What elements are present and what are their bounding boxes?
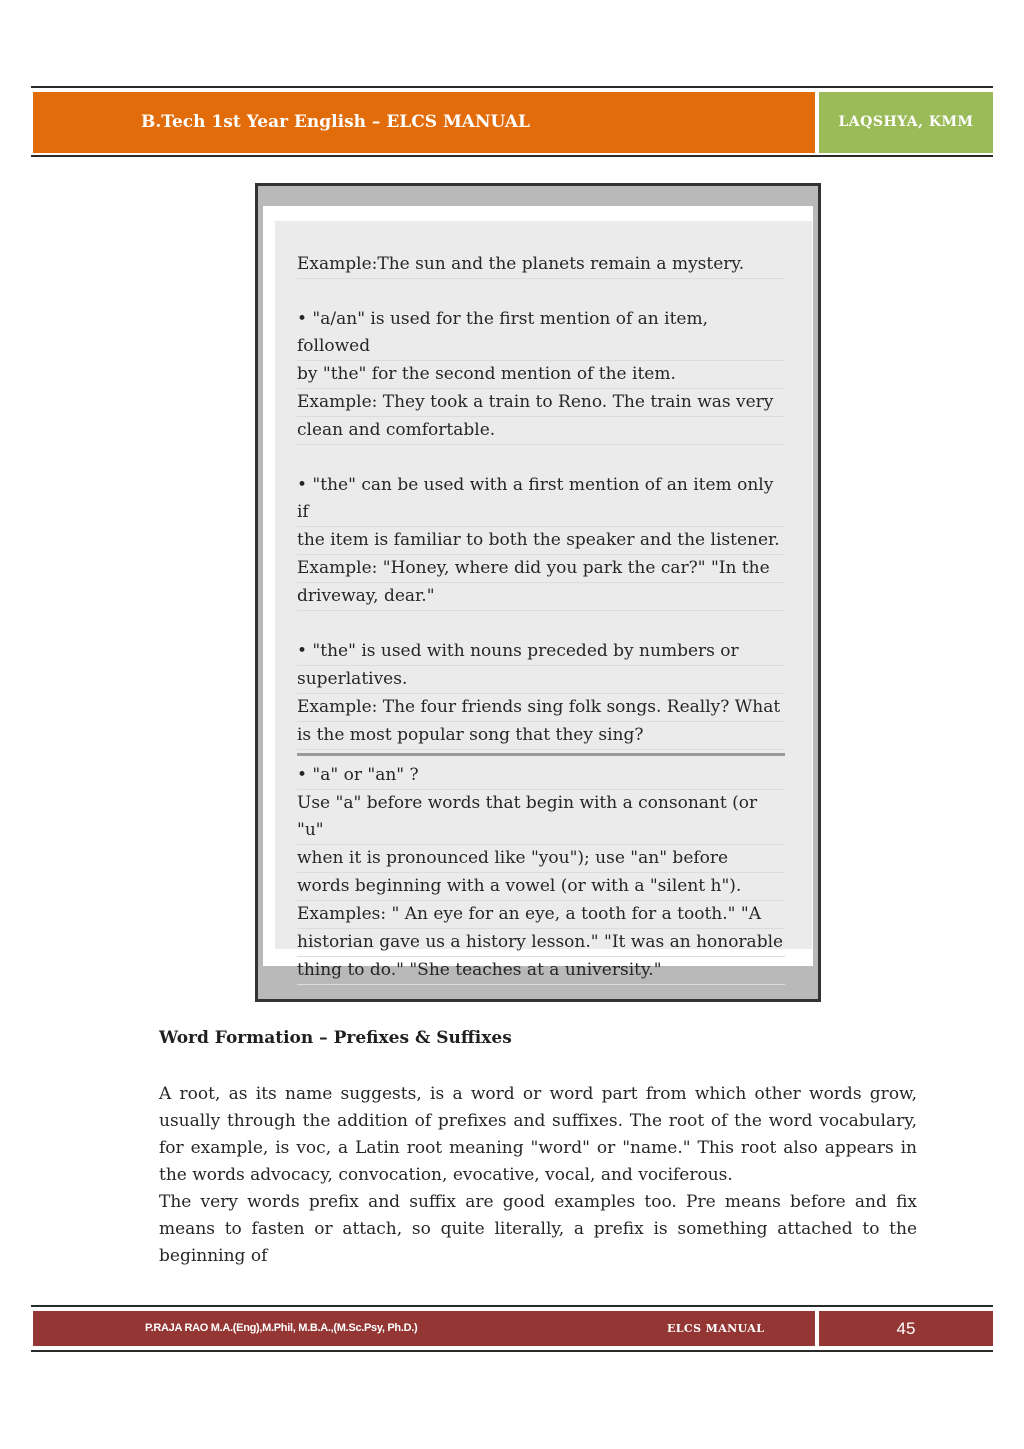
example-line: historian gave us a history lesson." "It was an honorable	[297, 929, 785, 957]
footer-bottom-rule	[31, 1350, 993, 1352]
example-line: driveway, dear."	[297, 583, 785, 611]
section-paragraph-1: A root, as its name suggests, is a word or word part from which other words grow, usually through the addition of prefixes and suffixes. The root of the word vocabulary, for example, is voc, a Latin root meaning "word" or "name." This root also appears in the words advocacy, convocation, evocative, vocal, and vociferous.	[159, 1084, 917, 1185]
page-number: 45	[819, 1311, 993, 1346]
example-line: words beginning with a vowel (or with a "silent h").	[297, 873, 785, 901]
example-line: Examples: " An eye for an eye, a tooth for a tooth." "A	[297, 901, 785, 929]
example-line: Example: They took a train to Reno. The train was very	[297, 389, 785, 417]
frame-inner	[263, 206, 813, 980]
header-right-label: LAQSHYA, KMM	[819, 92, 993, 153]
example-line: superlatives.	[297, 666, 785, 694]
example-line: • "the" is used with nouns preceded by numbers or	[297, 638, 785, 666]
example-line: is the most popular song that they sing?	[297, 722, 785, 750]
footer-author: P.RAJA RAO M.A.(Eng),M.Phil, M.B.A.,(M.Sc.Psy, Ph.D.)	[145, 1322, 418, 1334]
example-line: • "the" can be used with a first mention of an item only if	[297, 472, 785, 527]
footer-left-band	[33, 1311, 815, 1346]
example-panel-content	[297, 251, 785, 985]
example-line: • "a" or "an" ?	[297, 762, 785, 790]
blank-line	[297, 611, 785, 638]
example-panel	[275, 221, 812, 980]
example-line: by "the" for the second mention of the item.	[297, 361, 785, 389]
example-line: clean and comfortable.	[297, 417, 785, 445]
section-paragraph-2: The very words prefix and suffix are good examples too. Pre means before and fix means to fasten or attach, so quite literally, a prefix is something attached to the beginning of	[159, 1192, 917, 1266]
example-line: Example: "Honey, where did you park the car?" "In the	[297, 555, 785, 583]
example-frame	[255, 183, 821, 1002]
header-title: B.Tech 1st Year English – ELCS MANUAL	[33, 92, 815, 153]
blank-line	[297, 445, 785, 472]
blank-line	[297, 279, 785, 306]
panel-divider	[297, 753, 785, 756]
section-heading: Word Formation – Prefixes & Suffixes	[159, 1028, 512, 1048]
example-line: Use "a" before words that begin with a consonant (or "u"	[297, 790, 785, 845]
footer-top-rule	[31, 1305, 993, 1307]
example-line: Example:The sun and the planets remain a mystery.	[297, 251, 785, 279]
example-line: • "a/an" is used for the first mention of an item, followed	[297, 306, 785, 361]
example-line: Example: The four friends sing folk songs. Really? What	[297, 694, 785, 722]
footer-manual-label: ELCS MANUAL	[667, 1322, 765, 1335]
header-bottom-rule	[31, 155, 993, 157]
section-body	[159, 1081, 917, 1270]
example-line: the item is familiar to both the speaker and the listener.	[297, 527, 785, 555]
header-top-rule	[31, 86, 993, 88]
example-line: thing to do." "She teaches at a university."	[297, 957, 785, 985]
example-line: when it is pronounced like "you"); use "an" before	[297, 845, 785, 873]
